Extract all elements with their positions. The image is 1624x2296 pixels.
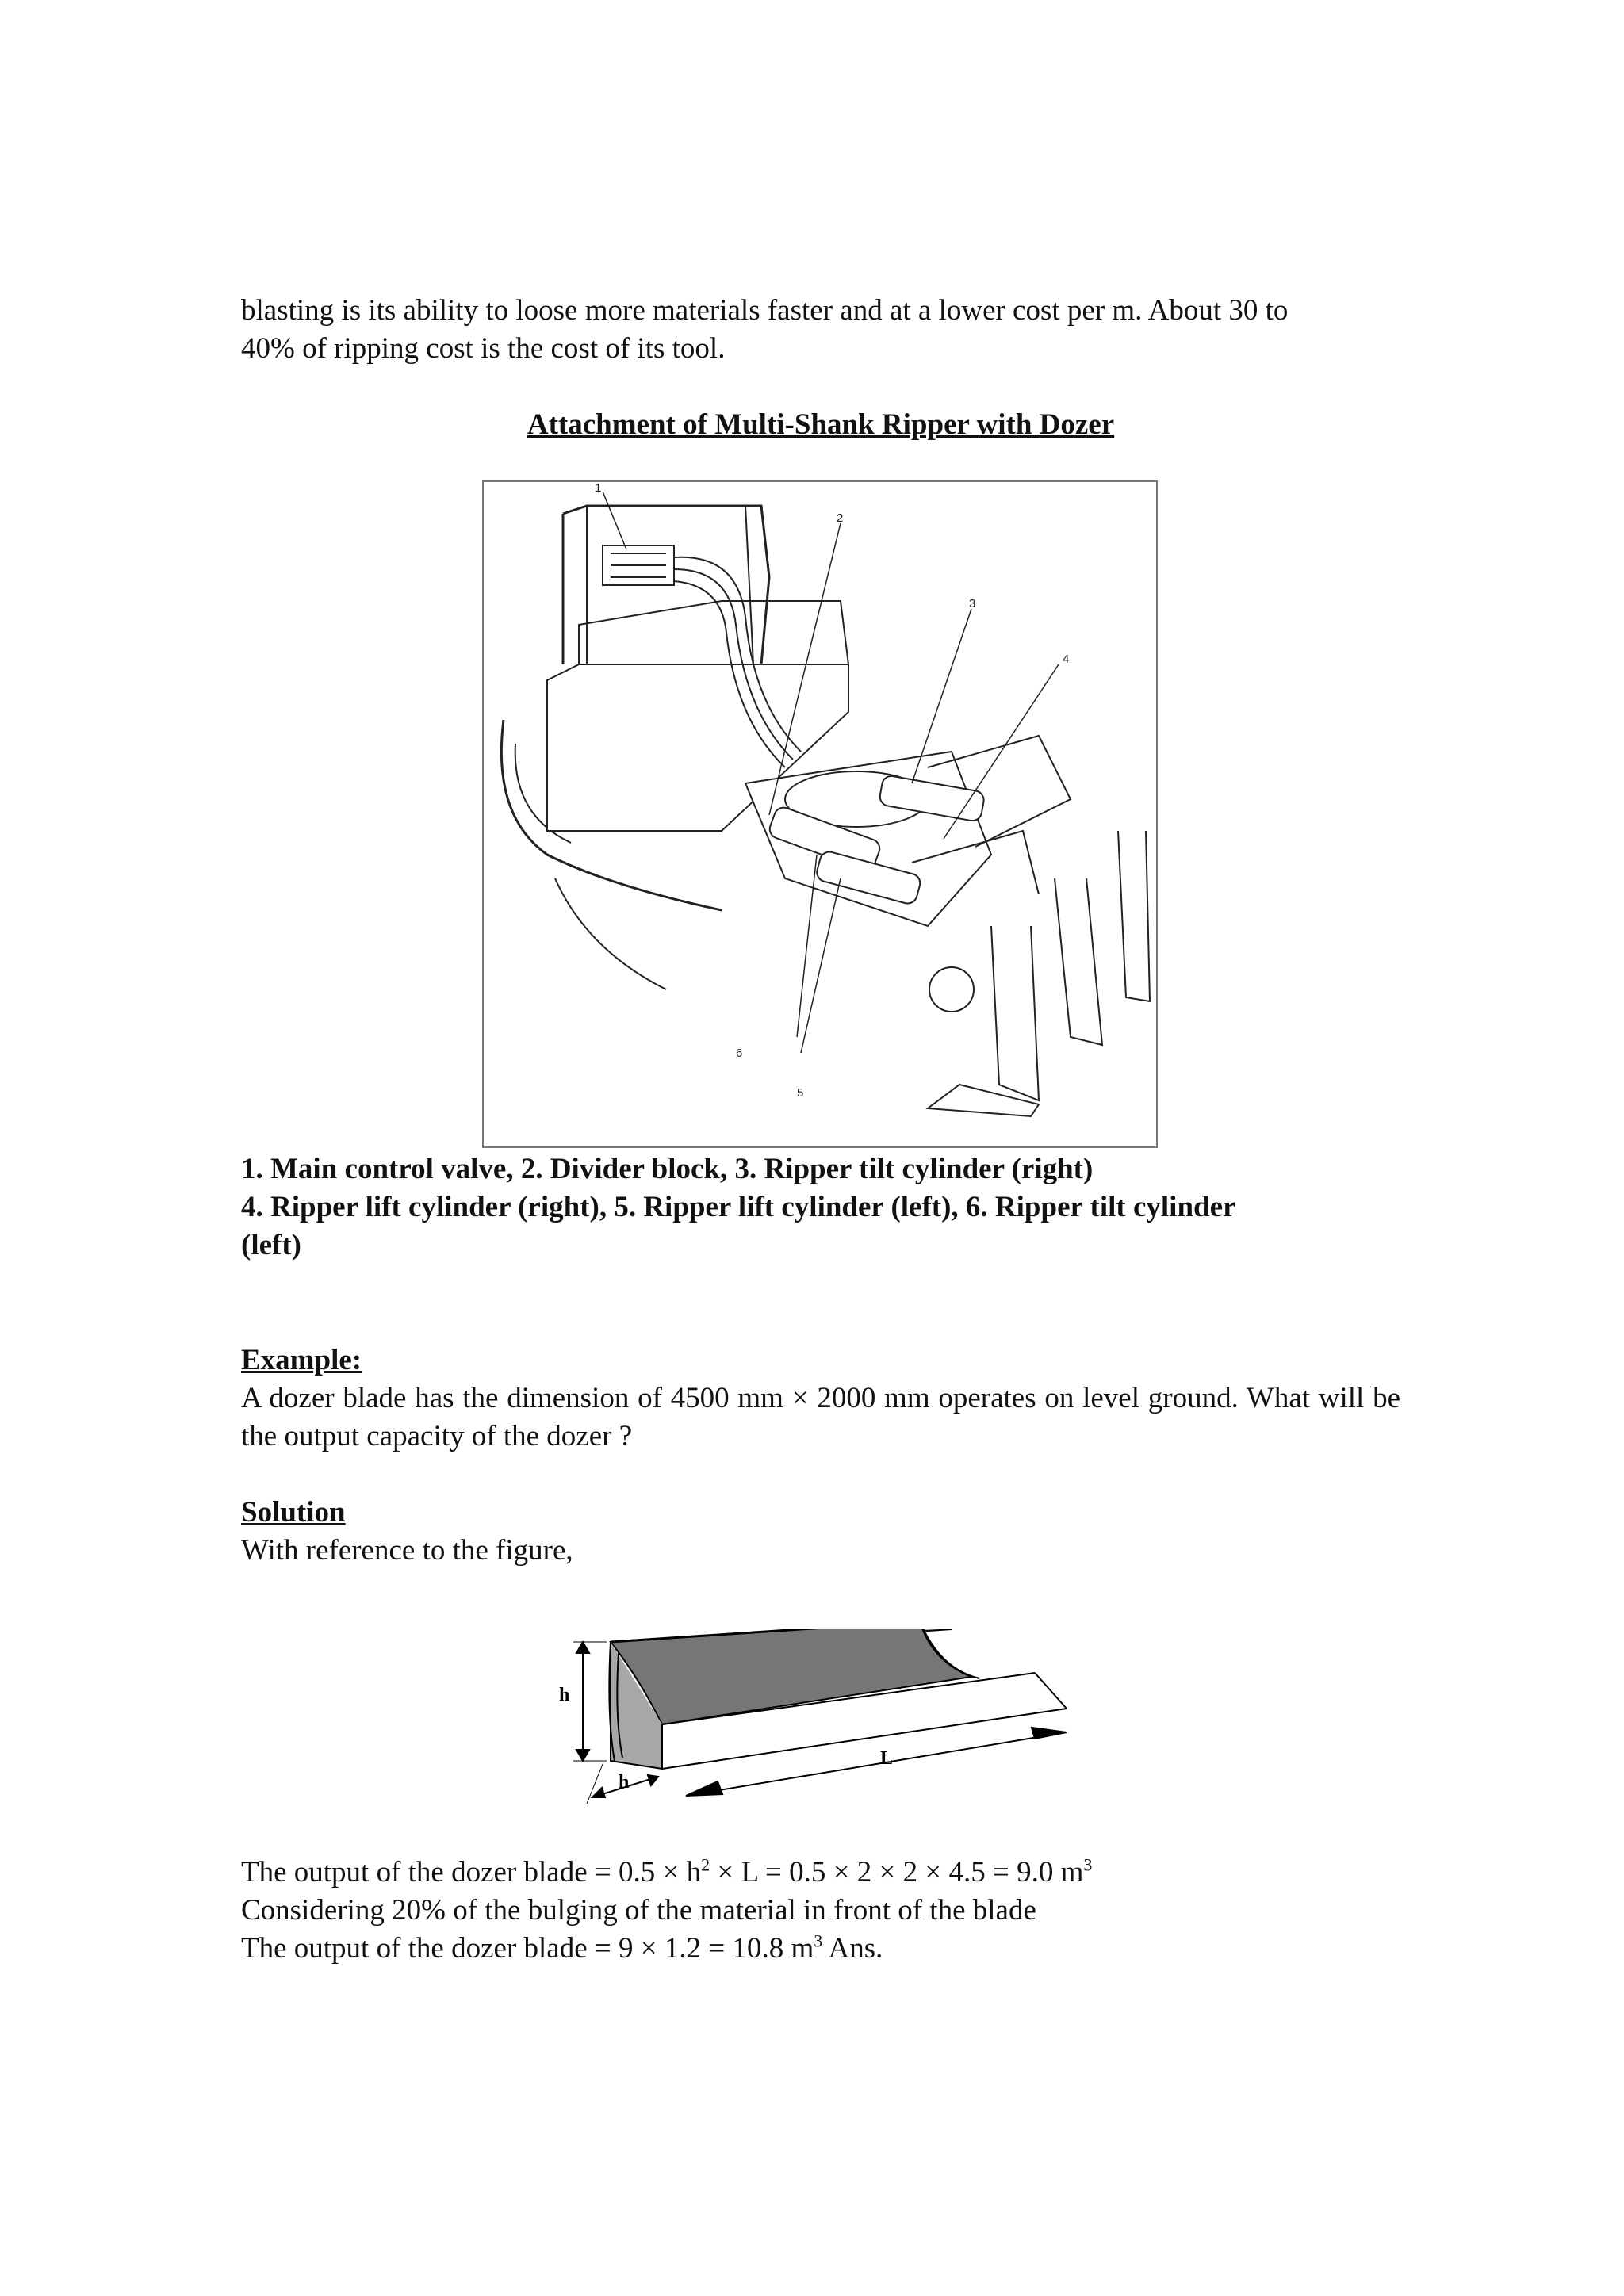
equation-output-sup-1: 2: [701, 1854, 710, 1875]
intro-line-1: blasting is its ability to loose more materials faster and at a lower cost per m. About 30 to: [241, 294, 1289, 327]
label-h-bottom: h: [619, 1772, 630, 1793]
figure-1-title: Attachment of Multi-Shank Ripper with Dozer: [527, 408, 1115, 441]
dozer-blade-diagram: [559, 1629, 1105, 1839]
intro-line-2: 40% of ripping cost is the cost of its tool.: [241, 332, 726, 365]
example-heading: Example:: [241, 1344, 362, 1376]
callout-2: 2: [837, 511, 844, 525]
label-h-vertical: h: [559, 1685, 570, 1705]
bulging-note: Considering 20% of the bulging of the material in front of the blade: [241, 1894, 1036, 1927]
legend-line-2: 4. Ripper lift cylinder (right), 5. Ripper lift cylinder (left), 6. Ripper tilt cylinder: [241, 1191, 1236, 1223]
intro-paragraph: [241, 292, 1400, 368]
equation-output: [241, 1854, 1400, 1892]
equation-output-sup-2: 3: [1083, 1854, 1093, 1875]
equation-final-part-2: Ans.: [822, 1932, 883, 1965]
equation-output-part-2: × L = 0.5 × 2 × 2 × 4.5 = 9.0 m: [710, 1856, 1084, 1888]
figure-legend: [241, 1150, 1400, 1265]
ripper-attachment-drawing: [482, 480, 1158, 1148]
callout-4: 4: [1063, 652, 1070, 666]
example-text: A dozer blade has the dimension of 4500 mm × 2000 mm operates on level ground. What will be the output capacity of the dozer ?: [241, 1382, 1400, 1452]
callout-1: 1: [595, 482, 602, 495]
equation-final: [241, 1930, 1400, 1968]
legend-line-1: 1. Main control valve, 2. Divider block, 3. Ripper tilt cylinder (right): [241, 1153, 1094, 1185]
solution-heading: Solution: [241, 1496, 346, 1529]
label-length: L: [880, 1748, 894, 1769]
solution-reference: With reference to the figure,: [241, 1534, 573, 1567]
equation-final-sup: 3: [814, 1931, 823, 1951]
equation-output-part-1: The output of the dozer blade = 0.5 × h: [241, 1856, 702, 1888]
callout-3: 3: [969, 597, 976, 610]
callout-6: 6: [736, 1047, 743, 1060]
legend-line-3: (left): [241, 1229, 301, 1261]
equation-final-part-1: The output of the dozer blade = 9 × 1.2 = 10.8 m: [241, 1932, 814, 1965]
callout-5: 5: [797, 1086, 804, 1100]
